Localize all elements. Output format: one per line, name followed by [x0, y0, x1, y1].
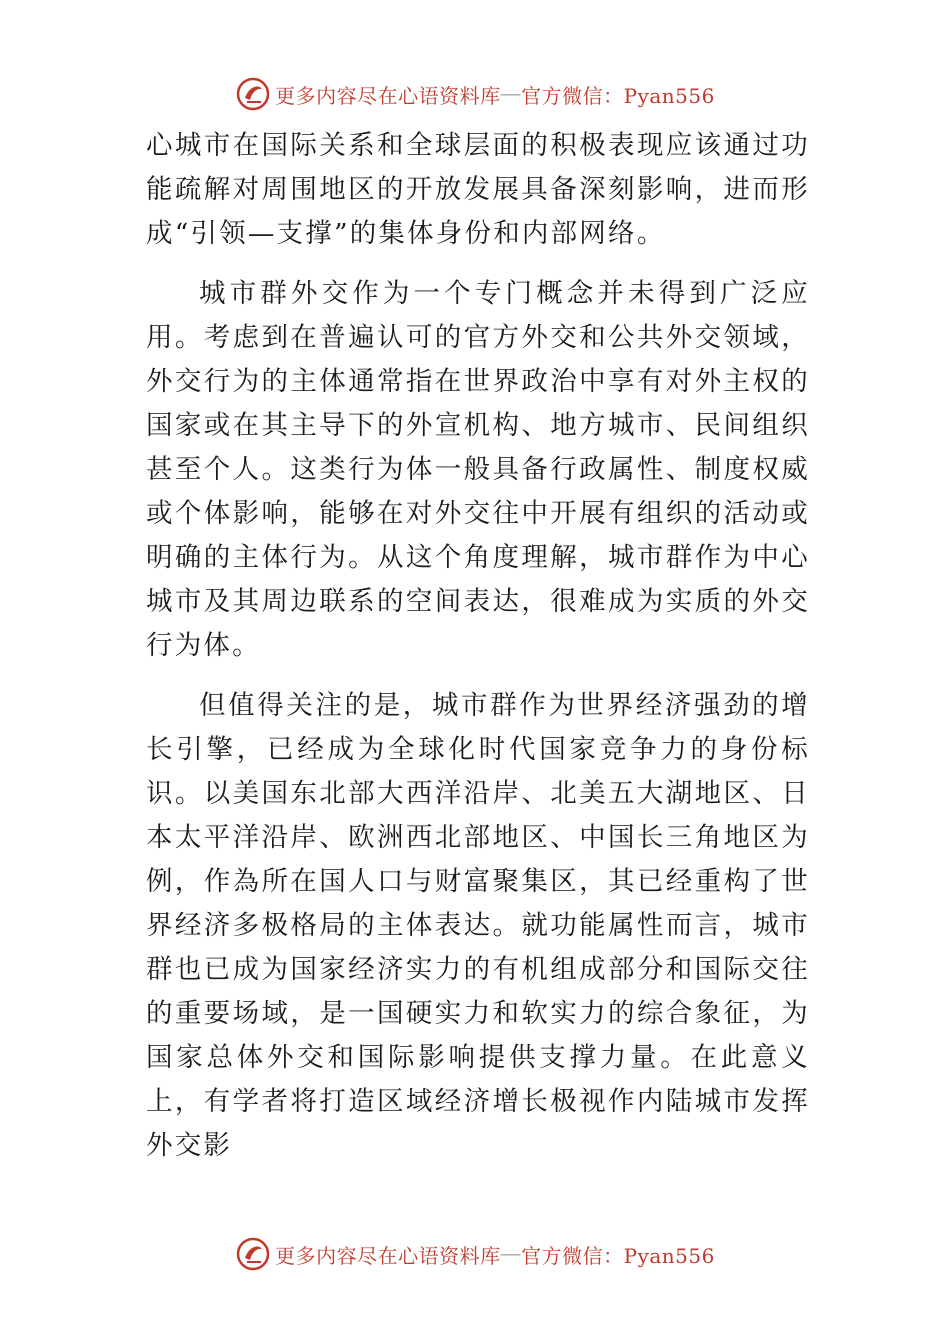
watermark-header — [0, 72, 950, 116]
document-body — [146, 124, 810, 1184]
paragraph-3: 但值得关注的是，城市群作为世界经济强劲的增长引擎，已经成为全球化时代国家竞争力的身份标识。以美国东北部大西洋沿岸、北美五大湖地区、日本太平洋沿岸、欧洲西北部地区、中国长三角地区为例，作為所在国人口与财富聚集区，其已经重构了世界经济多极格局的主体表达。就功能属性而言，城市群也已成为国家经济实力的有机组成部分和国际交往的重要场域，是一国硬实力和软实力的综合象征，为国家总体外交和国际影响提供支撑力量。在此意义上，有学者将打造区域经济增长极视作内陆城市发挥外交影 — [146, 690, 810, 1161]
watermark-text: 更多内容尽在心语资料库 — [275, 1243, 501, 1268]
paragraph-1: 心城市在国际关系和全球层面的积极表现应该通过功能疏解对周围地区的开放发展具备深刻影响，进而形成“引领—支撑”的集体身份和内部网络。 — [146, 130, 810, 249]
watermark-separator: — — [500, 82, 522, 105]
logo-icon — [235, 1236, 271, 1272]
watermark-footer — [0, 1232, 950, 1276]
watermark-text: 更多内容尽在心语资料库 — [275, 83, 501, 108]
logo-icon — [235, 76, 271, 112]
watermark-suffix: 官方微信：Pyan556 — [521, 1243, 715, 1268]
paragraph-2: 城市群外交作为一个专门概念并未得到广泛应用。考虑到在普遍认可的官方外交和公共外交领域，外交行为的主体通常指在世界政治中享有对外主权的国家或在其主导下的外宣机构、地方城市、民间组织甚至个人。这类行为体一般具备行政属性、制度权威或个体影响，能够在对外交往中开展有组织的活动或明确的主体行为。从这个角度理解，城市群作为中心城市及其周边联系的空间表达，很难成为实质的外交行为体。 — [146, 278, 810, 661]
watermark-suffix: 官方微信：Pyan556 — [521, 83, 715, 108]
watermark-separator: — — [500, 1242, 522, 1265]
